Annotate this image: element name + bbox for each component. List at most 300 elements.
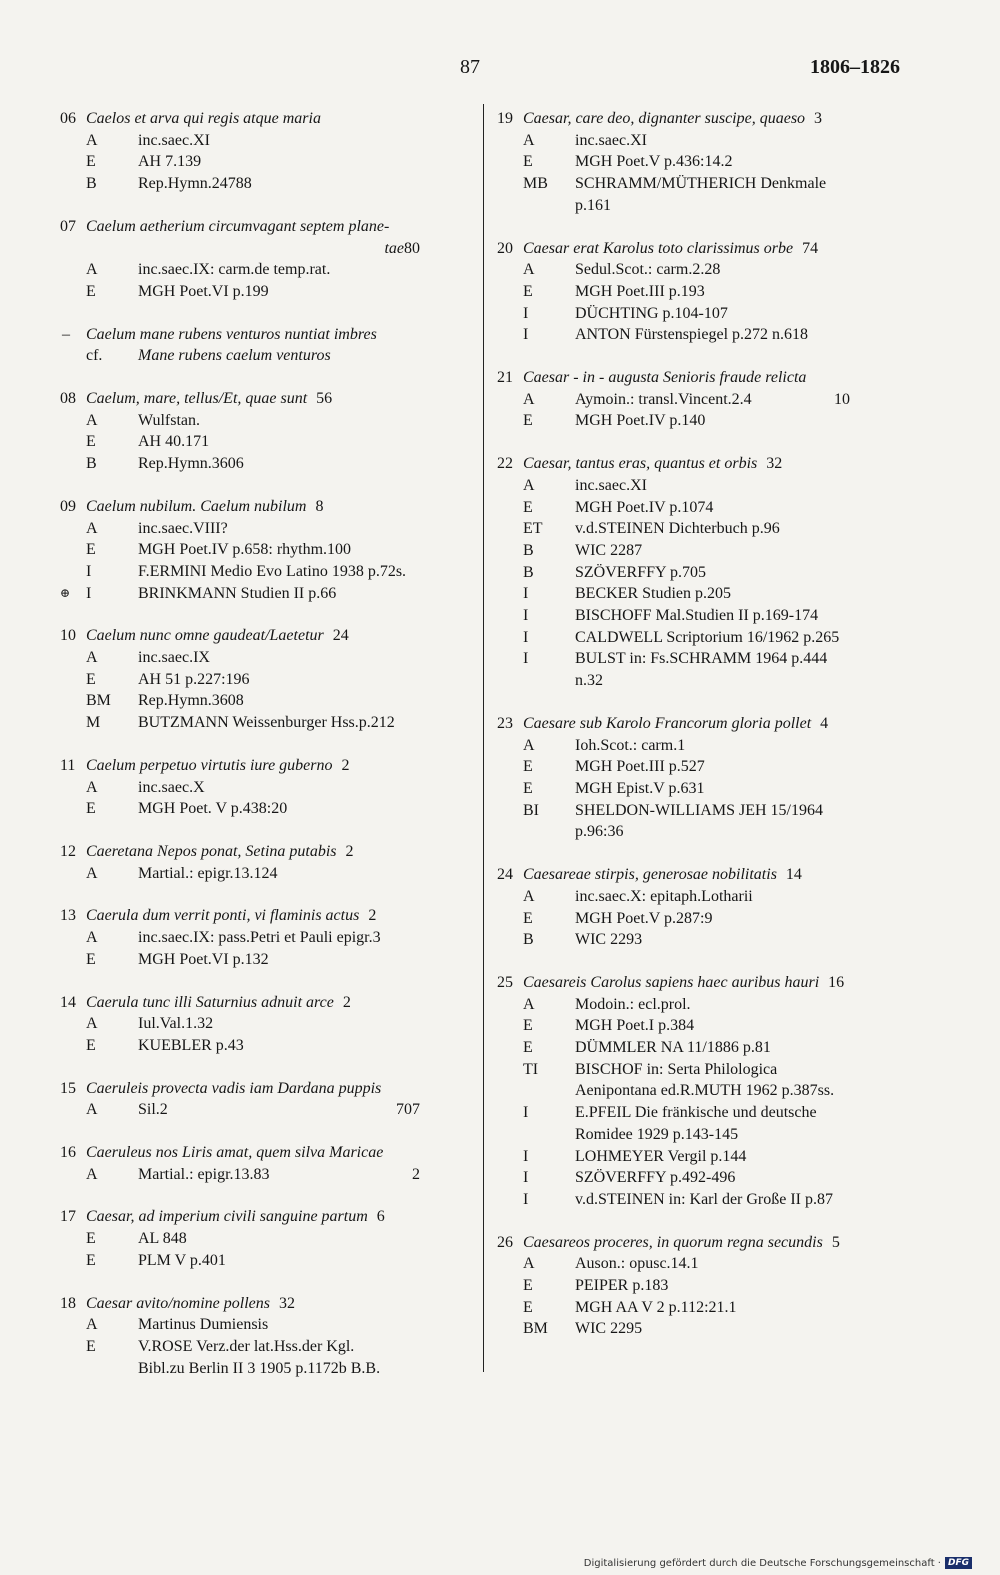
reference-code: A [523,261,535,279]
reference-text: BECKER Studien p.205 [575,585,732,603]
reference-text: Iul.Val.1.32 [138,1015,214,1033]
reference-code: E [86,433,96,451]
reference-code: E [86,1337,96,1355]
index-entry [60,755,472,820]
incipit: Caesare sub Karolo Francorum gloria pollet [523,714,812,732]
marker-symbol [497,389,523,411]
reference-line [497,562,902,584]
marker-symbol: ⊕ [60,585,71,600]
reference-text: WIC 2293 [575,931,643,949]
marker-symbol [60,1164,86,1186]
entry-number: 20 [497,239,513,257]
reference-text: Aymoin.: transl.Vincent.2.4 [575,390,752,408]
reference-code: E [86,1036,96,1054]
reference-number: 707 [396,1101,420,1119]
reference-text: MGH Epist.V p.631 [575,779,705,797]
entry-number: – [62,325,70,343]
verse-count: 6 [376,1208,385,1226]
reference-continuation: Bibl.zu Berlin II 3 1905 p.1172b B.B. [138,1359,381,1377]
marker-symbol [497,1102,523,1124]
entry-number: 22 [497,455,513,473]
reference-line [60,453,472,475]
reference-text: Mane rubens caelum venturos [138,347,331,365]
entry-heading [60,992,472,1014]
reference-code: E [86,800,96,818]
marker-symbol [60,1228,86,1250]
reference-code: A [86,1101,98,1119]
reference-text: MGH Poet.IV p.140 [575,412,706,430]
reference-line [497,1059,902,1081]
entry-heading [60,755,472,777]
reference-line [60,259,472,281]
reference-continuation: Aenipontana ed.R.MUTH 1962 p.387ss. [575,1082,835,1100]
page-header [60,56,900,84]
reference-text: Rep.Hymn.3606 [138,455,244,473]
verse-count: 74 [802,239,819,257]
reference-text: v.d.STEINEN in: Karl der Große II p.87 [575,1190,834,1208]
marker-symbol [60,863,86,885]
reference-code: A [86,131,98,149]
reference-line [497,410,902,432]
incipit: Caeretana Nepos ponat, Setina putabis [86,842,337,860]
reference-text: BUTZMANN Weissenburger Hss.p.212 [138,714,395,732]
verse-count: 4 [820,714,829,732]
reference-line [497,800,902,822]
entry-number: 18 [60,1294,76,1312]
index-entry [497,367,902,432]
incipit: Caelum aetherium circumvagant septem plane- [86,217,390,235]
reference-text: AL 848 [138,1230,187,1248]
reference-text: Sedul.Scot.: carm.2.28 [575,261,721,279]
reference-number: 2 [412,1165,420,1183]
reference-line [60,1336,472,1358]
entry-heading [60,388,472,410]
reference-line [60,1099,472,1121]
marker-symbol [60,669,86,691]
reference-code: A [523,131,535,149]
reference-text: KUEBLER p.43 [138,1036,244,1054]
marker-symbol [60,410,86,432]
reference-code: A [86,864,98,882]
marker-symbol [497,994,523,1016]
entry-heading [60,625,472,647]
reference-text: Modoin.: ecl.prol. [575,995,691,1013]
reference-text: BULST in: Fs.SCHRAMM 1964 p.444 [575,650,828,668]
verse-count: 2 [341,756,350,774]
reference-code: I [86,584,92,602]
right-column [497,108,902,1361]
reference-line [497,605,902,627]
entry-heading [60,324,472,346]
reference-code: B [523,563,534,581]
marker-symbol [497,173,523,195]
reference-code: A [86,649,98,667]
reference-line [497,908,902,930]
marker-symbol [60,539,86,561]
entry-number: 19 [497,110,513,127]
incipit: Caesareos proceres, in quorum regna secundis [523,1233,823,1251]
reference-code: E [86,1230,96,1248]
incipit: Caerula dum verrit ponti, vi flaminis actus [86,907,360,925]
reference-text: MGH Poet.I p.384 [575,1017,695,1035]
index-entry [60,216,472,303]
marker-symbol [60,712,86,734]
funding-note [584,1557,972,1569]
marker-symbol [60,1013,86,1035]
reference-text: PLM V p.401 [138,1251,226,1269]
index-entry [60,992,472,1057]
reference-line [60,1250,472,1272]
reference-line [497,475,902,497]
entry-number: 11 [60,756,76,774]
reference-code: E [523,1017,533,1035]
reference-line [497,173,902,195]
marker-symbol [497,778,523,800]
entry-number: 23 [497,714,513,732]
reference-text: Wulfstan. [138,411,201,429]
reference-line [60,949,472,971]
reference-code: BM [523,1320,548,1338]
reference-code: B [523,541,534,559]
marker-symbol [60,690,86,712]
entry-heading [60,841,472,863]
index-entry [497,238,902,347]
reference-code: I [523,607,529,625]
reference-line [60,539,472,561]
entry-number: 24 [497,866,513,884]
reference-text: inc.saec.XI [575,476,647,494]
reference-line [60,777,472,799]
entry-number: 17 [60,1208,76,1226]
marker-symbol [60,345,86,367]
reference-code: E [86,282,96,300]
index-entry [60,625,472,734]
marker-symbol [60,647,86,669]
marker-symbol [60,281,86,303]
verse-count: 80 [404,239,420,257]
entry-number: 06 [60,110,76,127]
reference-text: Martial.: epigr.13.124 [138,864,278,882]
reference-text: Martial.: epigr.13.83 [138,1165,270,1183]
reference-text: SZÖVERFFY p.492-496 [575,1169,736,1187]
reference-code: E [523,779,533,797]
index-entry [60,841,472,884]
reference-line [60,281,472,303]
marker-symbol [497,475,523,497]
marker-symbol [497,1037,523,1059]
reference-line [60,712,472,734]
marker-symbol [60,777,86,799]
incipit: Caeruleis provecta vadis iam Dardana puppis [86,1079,382,1097]
incipit: Caelum mane rubens venturos nuntiat imbres [86,325,377,343]
marker-symbol [497,1059,523,1081]
incipit: Caelum perpetuo virtutis iure guberno [86,756,333,774]
reference-text: SHELDON-WILLIAMS JEH 15/1964 [575,801,823,819]
reference-code: B [86,455,97,473]
reference-code: A [523,995,535,1013]
entry-number: 13 [60,907,76,925]
marker-symbol [60,1336,86,1358]
marker-symbol [497,1253,523,1275]
reference-code: M [86,714,101,732]
reference-text: ANTON Fürstenspiegel p.272 n.618 [575,326,809,344]
marker-symbol [497,259,523,281]
marker-symbol [60,949,86,971]
reference-line [497,778,902,800]
reference-code: B [86,175,97,193]
reference-code: A [86,519,98,537]
reference-line [60,1035,472,1057]
entry-heading [60,1206,472,1228]
reference-code: MB [523,175,548,193]
incipit: Caesar avito/nomine pollens [86,1294,270,1312]
reference-line [497,518,902,540]
marker-symbol [497,735,523,757]
entry-heading [60,1142,472,1164]
verse-count: 56 [316,390,333,408]
incipit: Caelos et arva qui regis atque maria [86,110,321,127]
reference-code: E [523,909,533,927]
reference-code: E [86,153,96,171]
reference-line [497,1297,902,1319]
index-entry [497,108,902,217]
reference-line [60,583,472,605]
reference-text: AH 7.139 [138,153,202,171]
reference-code: I [523,304,529,322]
entry-heading [497,1232,902,1254]
reference-code: E [86,950,96,968]
reference-text: WIC 2295 [575,1320,643,1338]
incipit: Caesareae stirpis, generosae nobilitatis [523,866,777,884]
entry-number: 08 [60,390,76,408]
reference-code: ET [523,520,543,538]
verse-count: 32 [766,455,783,473]
reference-text: inc.saec.IX: carm.de temp.rat. [138,261,331,279]
incipit-continuation [60,238,472,260]
marker-symbol [497,800,523,822]
reference-line [497,886,902,908]
marker-symbol [60,259,86,281]
marker-symbol [497,151,523,173]
index-entry [497,1232,902,1341]
reference-line [60,647,472,669]
incipit: Caesar - in - augusta Senioris fraude relicta [523,369,807,387]
incipit: Caelum, mare, tellus/Et, quae sunt [86,390,308,408]
index-entry [497,453,902,692]
reference-continuation: p.96:36 [575,823,624,841]
reference-text: MGH Poet.IV p.658: rhythm.100 [138,541,352,559]
reference-text: PEIPER p.183 [575,1277,669,1295]
incipit: Caerula tunc illi Saturnius adnuit arce [86,993,334,1011]
reference-text: F.ERMINI Medio Evo Latino 1938 p.72s. [138,562,407,580]
entry-heading [60,1293,472,1315]
reference-code: A [86,1316,98,1334]
reference-line [60,1314,472,1336]
incipit: Caesar, ad imperium civili sanguine partum [86,1208,368,1226]
verse-count: 5 [831,1233,840,1251]
reference-text: Rep.Hymn.3608 [138,692,244,710]
reference-line [497,497,902,519]
reference-text: MGH Poet.III p.527 [575,758,705,776]
reference-code: B [523,931,534,949]
reference-code: E [523,282,533,300]
marker-symbol [60,798,86,820]
marker-symbol [497,324,523,346]
reference-code: A [523,390,535,408]
reference-code: A [523,1255,535,1273]
marker-symbol [497,756,523,778]
reference-line [60,1164,472,1186]
marker-symbol [497,497,523,519]
reference-code: I [523,1169,529,1187]
reference-text: MGH Poet.IV p.1074 [575,498,714,516]
reference-code: TI [523,1060,539,1078]
reference-text: MGH AA V 2 p.112:21.1 [575,1298,737,1316]
reference-text: WIC 2287 [575,541,643,559]
marker-symbol [60,1099,86,1121]
reference-text: E.PFEIL Die fränkische und deutsche [575,1104,817,1122]
entry-heading [60,496,472,518]
reference-text: inc.saec.XI [575,131,647,149]
reference-line [60,561,472,583]
reference-text: Auson.: opusc.14.1 [575,1255,699,1273]
reference-text: MGH Poet.V p.436:14.2 [575,153,733,171]
reference-line [497,627,902,649]
entry-number: 10 [60,627,76,645]
reference-code: E [523,412,533,430]
reference-line [497,130,902,152]
reference-code: E [523,1298,533,1316]
reference-line [60,151,472,173]
reference-line [497,281,902,303]
left-column [60,108,472,1400]
reference-line [497,389,902,411]
reference-line [60,431,472,453]
reference-code: I [523,1104,529,1122]
marker-symbol [60,561,86,583]
reference-line [497,540,902,562]
reference-code: I [86,562,92,580]
incipit-continuation-text: tae [384,239,404,257]
reference-code: A [86,778,98,796]
reference-text: AH 40.171 [138,433,210,451]
verse-count: 2 [345,842,354,860]
reference-line [497,151,902,173]
index-entry [60,1142,472,1185]
reference-line [60,1228,472,1250]
index-entry [60,496,472,605]
reference-text: v.d.STEINEN Dichterbuch p.96 [575,520,780,538]
index-entry [60,324,472,367]
reference-code: I [523,326,529,344]
marker-symbol [497,1167,523,1189]
index-entry [60,1206,472,1271]
marker-symbol [497,1275,523,1297]
incipit: Caesar, care deo, dignanter suscipe, quaeso [523,110,806,127]
reference-code: I [523,585,529,603]
reference-code: E [523,498,533,516]
incipit: Caelum nunc omne gaudeat/Laetetur [86,627,324,645]
marker-symbol [497,627,523,649]
index-entry [497,864,902,951]
reference-code: A [86,929,98,947]
reference-text: AH 51 p.227:196 [138,670,250,688]
entry-heading [497,864,902,886]
reference-number: 10 [834,390,850,408]
incipit: Caesar erat Karolus toto clarissimus orbe [523,239,794,257]
marker-symbol [60,173,86,195]
reference-line [497,994,902,1016]
reference-text: DÜCHTING p.104-107 [575,304,728,322]
marker-symbol [497,929,523,951]
funding-text: Digitalisierung gefördert durch die Deutsche Forschungsgemeinschaft · [583,1557,941,1569]
verse-count: 2 [342,993,351,1011]
entry-number: 25 [497,973,513,991]
reference-text: BRINKMANN Studien II p.66 [138,584,337,602]
reference-code: I [523,1147,529,1165]
index-entry [60,1293,472,1380]
reference-code: A [86,261,98,279]
reference-line [497,1037,902,1059]
verse-count: 24 [332,627,349,645]
reference-code: I [523,650,529,668]
marker-symbol [60,130,86,152]
reference-text: BISCHOF in: Serta Philologica [575,1060,778,1078]
reference-code: E [86,670,96,688]
reference-text: LOHMEYER Vergil p.144 [575,1147,747,1165]
reference-code: E [523,758,533,776]
marker-symbol [497,130,523,152]
index-entry [60,108,472,195]
verse-count: 14 [785,866,802,884]
index-entry [497,713,902,843]
marker-symbol [497,1146,523,1168]
marker-symbol [497,908,523,930]
index-entry [60,905,472,970]
page-number: 87 [460,56,480,78]
entry-number: 16 [60,1144,76,1162]
reference-text: MGH Poet.V p.287:9 [575,909,713,927]
reference-code: I [523,628,529,646]
marker-symbol [497,1297,523,1319]
reference-line [497,648,902,670]
verse-count: 3 [814,110,823,127]
reference-text: SZÖVERFFY p.705 [575,563,706,581]
marker-symbol [60,431,86,453]
reference-continuation: Romidee 1929 p.143-145 [575,1125,739,1143]
reference-code: E [86,541,96,559]
index-entry [497,972,902,1211]
reference-line [497,929,902,951]
reference-line [497,1275,902,1297]
reference-line [497,1102,902,1124]
entry-heading [497,972,902,994]
reference-text: inc.saec.XI [138,131,210,149]
reference-line [497,259,902,281]
entry-number: 07 [60,217,76,235]
year-range: 1806–1826 [810,56,900,78]
dfg-logo: DFG [945,1557,972,1569]
column-divider [483,104,484,1372]
marker-symbol [497,1189,523,1211]
marker-symbol [497,886,523,908]
verse-count: 8 [315,497,324,515]
reference-text: inc.saec.X: epitaph.Lotharii [575,887,753,905]
reference-code: E [523,1039,533,1057]
entry-heading [60,1078,472,1100]
reference-line [497,1253,902,1275]
marker-symbol [60,518,86,540]
